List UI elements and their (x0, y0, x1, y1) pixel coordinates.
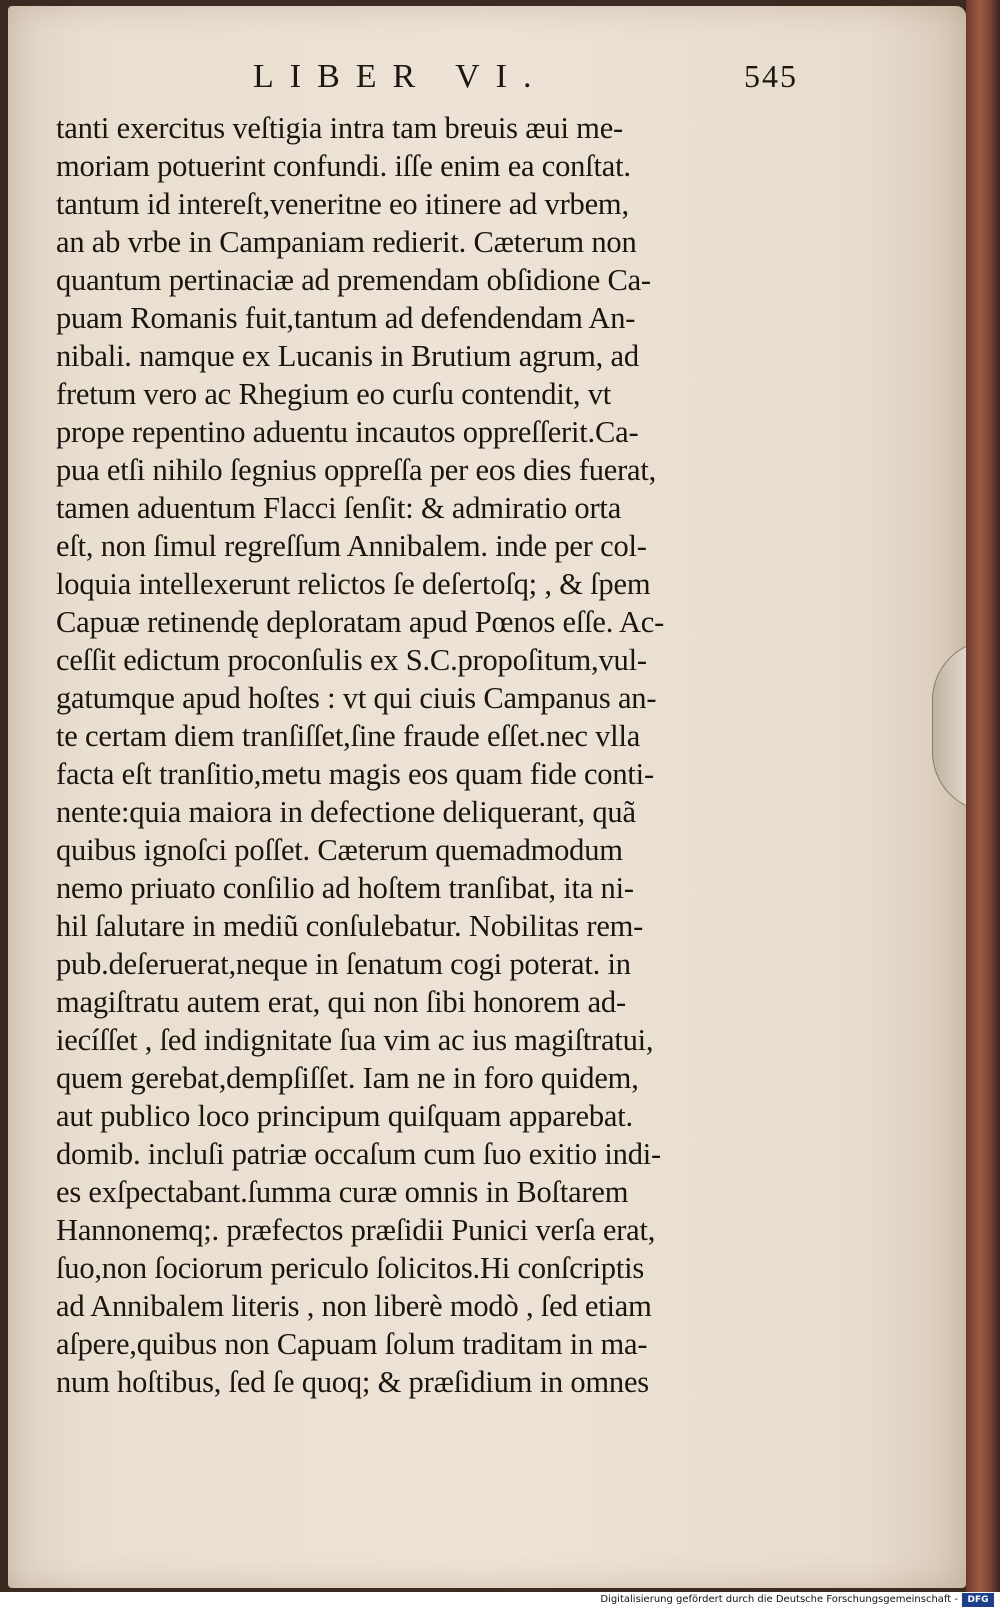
text-line: quibus ignoſci poſſet. Cæterum quemadmodum (56, 833, 623, 867)
running-title: LIBER VI. (253, 58, 548, 95)
text-line: Capuæ retinendę deploratam apud Pœnos eſſe. Ac- (56, 605, 665, 639)
text-line: aut publico loco principum quiſquam apparebat. (56, 1099, 633, 1133)
text-line: iecíſſet , ſed indignitate ſua vim ac ius magiſtratui, (56, 1023, 654, 1057)
text-line: magiſtratu autem erat, qui non ſibi honorem ad- (56, 985, 626, 1019)
page-header (8, 58, 966, 108)
funding-credit: Digitalisierung gefördert durch die Deutsche Forschungsgemeinschaft - (600, 1594, 958, 1605)
text-line: nemo priuato conſilio ad hoſtem tranſibat, ita ni- (56, 871, 634, 905)
text-line: pua etſi nihilo ſegnius oppreſſa per eos dies fuerat, (56, 453, 657, 487)
text-line: eſt, non ſimul regreſſum Annibalem. inde per col- (56, 529, 647, 563)
text-line: num hoſtibus, ſed ſe quoq; & præſidium in omnes (56, 1365, 649, 1399)
text-line: tamen aduentum Flacci ſenſit: & admiratio orta (56, 491, 622, 525)
text-line: tantum id intereſt,veneritne eo itinere ad vrbem, (56, 187, 629, 221)
text-line: facta eſt tranſitio,metu magis eos quam fide conti- (56, 757, 654, 791)
text-line: domib. incluſi patriæ occaſum cum ſuo exitio indi- (56, 1137, 661, 1171)
text-line: hil ſalutare in mediũ conſulebatur. Nobilitas rem- (56, 909, 644, 943)
book-binding-edge (966, 0, 1000, 1592)
text-line: quantum pertinaciæ ad premendam obſidione Ca- (56, 263, 651, 297)
text-line: prope repentino aduentu incautos oppreſſerit.Ca- (56, 415, 639, 449)
dfg-logo: DFG (962, 1593, 994, 1607)
text-line: aſpere,quibus non Capuam ſolum traditam in ma- (56, 1327, 648, 1361)
text-line: gatumque apud hoſtes : vt qui ciuis Campanus an- (56, 681, 657, 715)
book-page (8, 6, 966, 1588)
text-line: tanti exercitus veſtigia intra tam breuis æui me- (56, 111, 623, 145)
text-line: ceſſit edictum proconſulis ex S.C.propoſitum,vul- (56, 643, 647, 677)
text-line: fretum vero ac Rhegium eo curſu contendit, vt (56, 377, 612, 411)
text-line: es exſpectabant.ſumma curæ omnis in Boſtarem (56, 1175, 629, 1209)
text-line: Hannonemq;. præfectos præſidii Punici verſa erat, (56, 1213, 656, 1247)
text-line: nibali. namque ex Lucanis in Brutium agrum, ad (56, 339, 639, 373)
text-line: an ab vrbe in Campaniam redierit. Cæterum non (56, 225, 637, 259)
text-line: loquia intellexerunt relictos ſe deſertoſq; , & ſpem (56, 567, 651, 601)
text-line: ſuo,non ſociorum periculo ſolicitos.Hi conſcriptis (56, 1251, 645, 1285)
text-line: puam Romanis fuit,tantum ad defendendam An- (56, 301, 636, 335)
digitization-footer (0, 1592, 1000, 1610)
page-number: 545 (744, 58, 798, 94)
text-line: nente:quia maiora in defectione deliquerant, quã (56, 795, 636, 829)
body-text (56, 109, 816, 1401)
text-line: quem gerebat,dempſiſſet. Iam ne in foro quidem, (56, 1061, 639, 1095)
text-line: ad Annibalem literis , non liberè modò , ſed etiam (56, 1289, 652, 1323)
text-line: pub.deſeruerat,neque in ſenatum cogi poterat. in (56, 947, 631, 981)
text-line: moriam potuerint confundi. iſſe enim ea conſtat. (56, 149, 631, 183)
text-line: te certam diem tranſiſſet,ſine fraude eſſet.nec vlla (56, 719, 641, 753)
